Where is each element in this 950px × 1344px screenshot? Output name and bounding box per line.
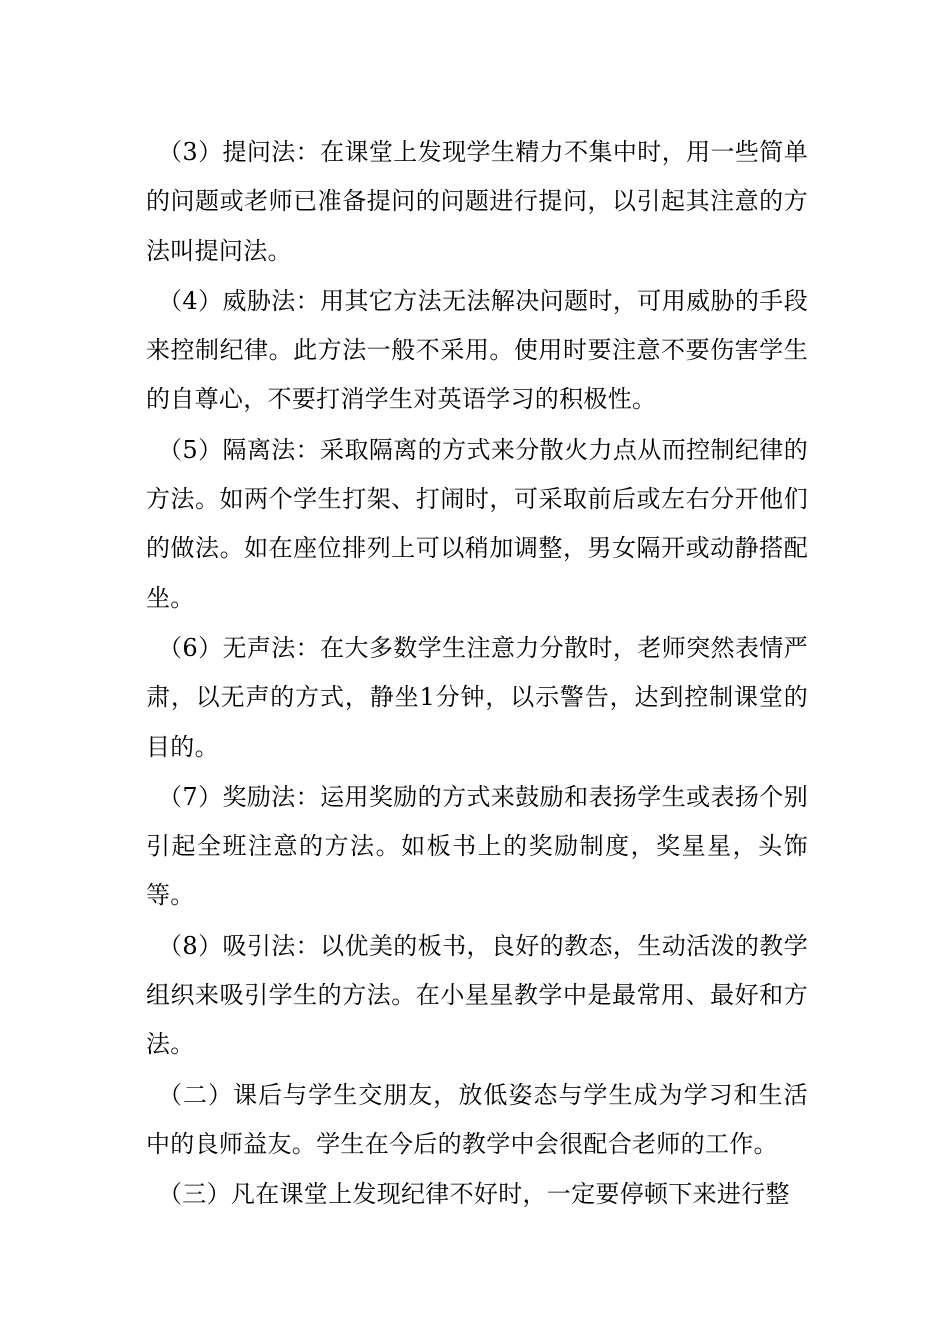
paragraph-threat-method: （4）威胁法：用其它方法无法解决问题时，可用威胁的手段来控制纪律。此方法一般不采用。使用时要注意不要伤害学生的自尊心，不要打消学生对英语学习的积极性。 [146,286,808,414]
paragraph-pause-when-disorder: （三）凡在课堂上发现纪律不好时，一定要停顿下来进行整 [158,1180,790,1209]
paragraph-questioning-method: （3）提问法：在课堂上发现学生精力不集中时，用一些简单的问题或老师已准备提问的问题进行提问，以引起其注意的方法叫提问法。 [146,138,808,265]
document-body [146,128,808,1221]
paragraph-attraction-method: （8）吸引法：以优美的板书，良好的教态，生动活泼的教学组织来吸引学生的方法。在小星星教学中是最常用、最好和方法。 [146,931,808,1059]
paragraph-silence-method: （6）无声法：在大多数学生注意力分散时，老师突然表情严肃，以无声的方式，静坐1分钟，以示警告，达到控制课堂的目的。 [146,633,808,761]
paragraph-reward-method: （7）奖励法：运用奖励的方式来鼓励和表扬学生或表扬个别引起全班注意的方法。如板书上的奖励制度，奖星星，头饰等。 [146,782,808,910]
paragraph-isolation-method: （5）隔离法：采取隔离的方式来分散火力点从而控制纪律的方法。如两个学生打架、打闹时，可采取前后或左右分开他们的做法。如在座位排列上可以稍加调整，男女隔开或动静搭配坐。 [146,435,808,612]
paragraph-after-class-friendship: （二）课后与学生交朋友，放低姿态与学生成为学习和生活中的良师益友。学生在今后的教学中会很配合老师的工作。 [146,1080,808,1158]
